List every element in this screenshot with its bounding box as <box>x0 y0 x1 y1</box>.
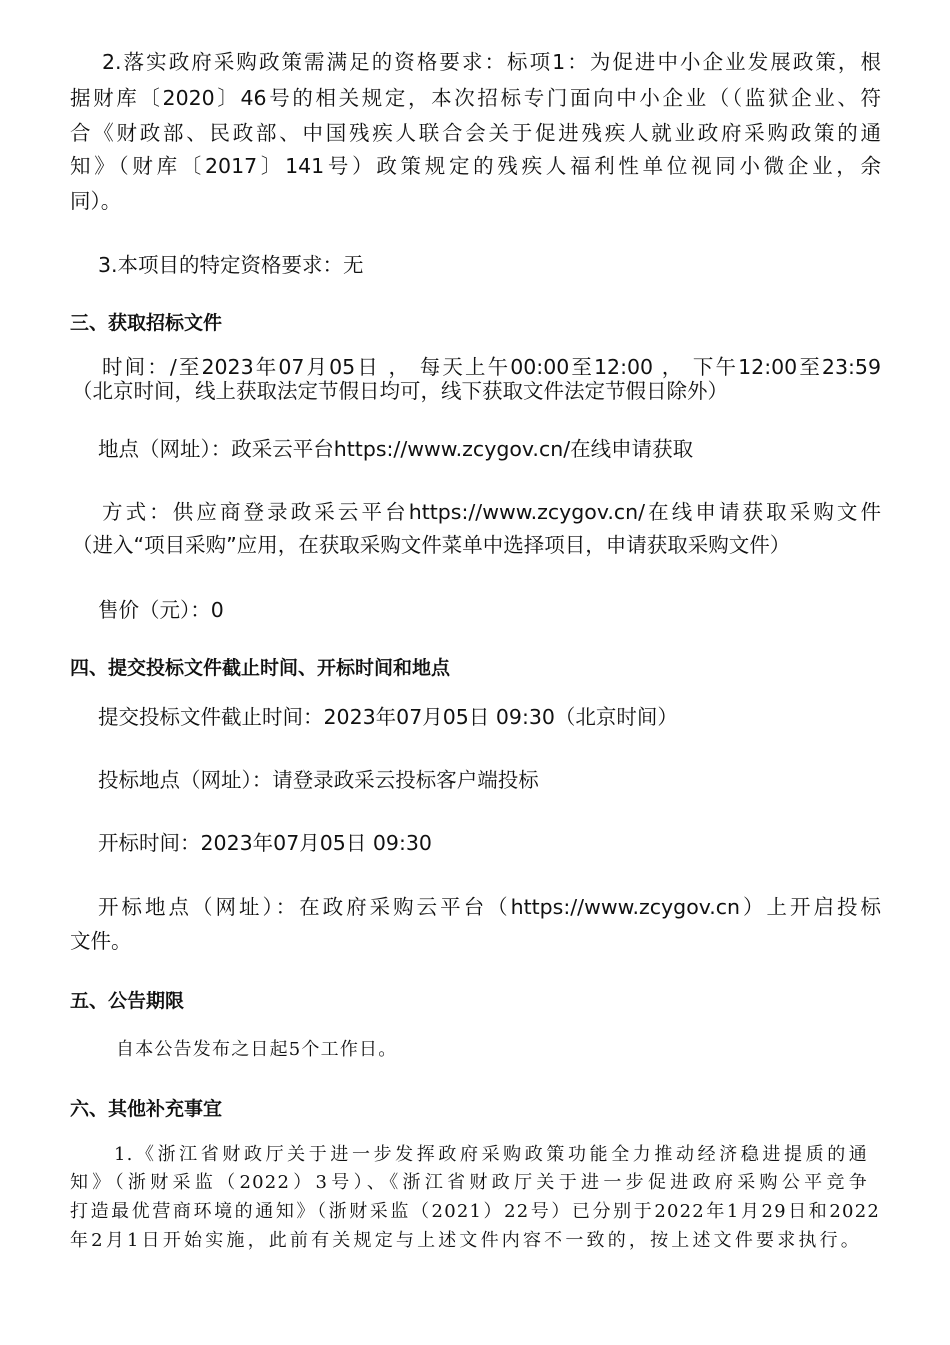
sec3-time-line-2: （北京时间，线上获取法定节假日均可，线下获取文件法定节假日除外） <box>72 379 728 403</box>
section-5-heading: 五、公告期限 <box>70 990 185 1012</box>
sec4-bid-place: 投标地点（网址）：请登录政采云投标客户端投标 <box>98 768 539 792</box>
sec5-text: 自本公告发布之日起5个工作日。 <box>116 1039 398 1060</box>
sec3-method-line-2: （进入“项目采购”应用，在获取采购文件菜单中选择项目，申请获取采购文件） <box>72 533 791 557</box>
req2-line-5: 同）。 <box>70 189 122 213</box>
section-3-heading: 三、获取招标文件 <box>70 312 223 334</box>
sec4-open-time: 开标时间：2023年07月05日 09:30 <box>98 831 432 855</box>
req2-line-4: 知》（财库〔2017〕141号）政策规定的残疾人福利性单位视同小微企业，余 <box>70 154 881 178</box>
sec3-place: 地点（网址）：政采云平台https://www.zcygov.cn/在线申请获取 <box>98 437 694 461</box>
req2-line-3: 合《财政部、民政部、中国残疾人联合会关于促进残疾人就业政府采购政策的通 <box>70 121 881 145</box>
req2-line-1: 2.落实政府采购政策需满足的资格要求：标项1：为促进中小企业发展政策，根 <box>102 50 881 74</box>
section-6-heading: 六、其他补充事宜 <box>70 1098 223 1120</box>
sec6-line-4: 年2月1日开始实施，此前有关规定与上述文件内容不一致的，按上述文件要求执行。 <box>70 1230 860 1251</box>
section-4-heading: 四、提交投标文件截止时间、开标时间和地点 <box>70 657 451 679</box>
sec6-line-1: 1.《浙江省财政厅关于进一步发挥政府采购政策功能全力推动经济稳进提质的通 <box>114 1144 868 1165</box>
req2-line-2: 据财库〔2020〕46号的相关规定，本次招标专门面向中小企业（（监狱企业、符 <box>70 86 881 110</box>
sec4-open-place-line-1: 开标地点（网址）：在政府采购云平台（https://www.zcygov.cn）上开启投标 <box>98 895 881 919</box>
sec6-line-2: 知》（浙财采监（2022）3号）、《浙江省财政厅关于进一步促进政府采购公平竞争 <box>70 1172 868 1193</box>
sec6-line-3: 打造最优营商环境的通知》（浙财采监（2021）22号）已分别于2022年1月29日和2022 <box>70 1201 880 1222</box>
sec4-deadline: 提交投标文件截止时间：2023年07月05日 09:30（北京时间） <box>98 705 678 729</box>
sec3-method-line-1: 方式：供应商登录政采云平台https://www.zcygov.cn/在线申请获取采购文件 <box>102 500 881 524</box>
sec4-open-place-line-2: 文件。 <box>70 929 132 953</box>
sec3-price: 售价（元）：0 <box>98 598 224 622</box>
req3-text: 3.本项目的特定资格要求：无 <box>98 253 364 277</box>
sec3-time-line-1: 时间：/至2023年07月05日 ， 每天上午00:00至12:00 ， 下午12:00至23:59 <box>102 355 881 379</box>
